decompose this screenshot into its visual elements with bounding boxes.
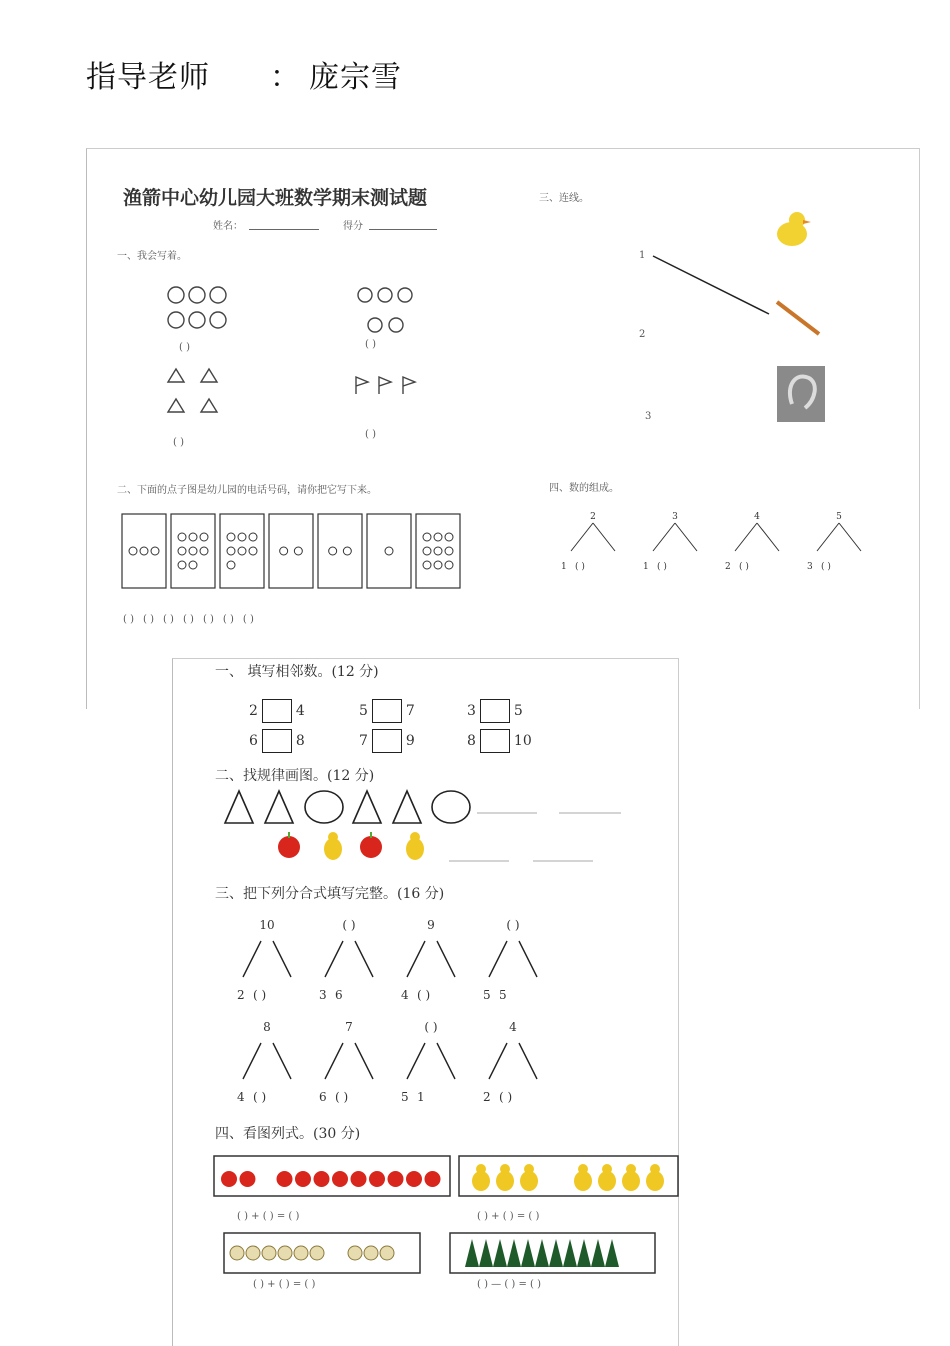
ear-icon [777, 366, 825, 422]
split-trees [213, 911, 573, 1111]
phone-answer-paren: ( ) [222, 614, 234, 625]
adjacent-item [467, 729, 532, 753]
svg-text:3: 3 [672, 512, 678, 522]
svg-text:6: 6 [335, 988, 343, 1002]
adjacent-right: 7 [405, 703, 415, 719]
svg-text:4: 4 [754, 512, 760, 522]
phone-answer-paren: ( ) [162, 614, 174, 625]
svg-text:2: 2 [483, 1090, 491, 1104]
svg-text:( ): ( ) [417, 988, 431, 1002]
triangle-shape [353, 791, 381, 823]
match-number-3: 3 [645, 411, 652, 422]
adjacent-right: 4 [295, 703, 305, 719]
adjacent-item [249, 729, 305, 753]
svg-text:( ): ( ) [335, 1090, 349, 1104]
apple-icon [369, 1171, 385, 1187]
adjacent-right: 9 [405, 733, 415, 749]
pear-icon [406, 832, 424, 860]
match-number-1: 1 [639, 250, 646, 261]
svg-text:( ): ( ) [657, 562, 667, 572]
match-line [653, 256, 769, 314]
answer-box[interactable] [480, 729, 510, 753]
svg-text:2: 2 [725, 562, 731, 572]
flower-icon [230, 1246, 244, 1260]
phone-dot-boxes [121, 513, 471, 593]
svg-text:( ): ( ) [424, 1020, 438, 1034]
triangle-shape [225, 791, 253, 823]
p2-section-3: 三、把下列分合式填写完整。(16 分) [215, 886, 445, 902]
phone-dot-box [220, 514, 264, 588]
answer-box[interactable] [262, 729, 292, 753]
composition-tree [561, 512, 615, 572]
apple-icon [388, 1171, 404, 1187]
phone-dot-box [416, 514, 460, 588]
apple-icon [221, 1171, 237, 1187]
composition-trees [557, 507, 897, 577]
apple-icon [240, 1171, 256, 1187]
svg-text:7: 7 [345, 1020, 353, 1034]
tree-icon [507, 1239, 521, 1267]
tree-icon [535, 1239, 549, 1267]
score-label: 得分 [343, 221, 363, 232]
svg-text:( ): ( ) [342, 918, 356, 932]
name-label: 姓名： [213, 221, 243, 232]
svg-text:( ): ( ) [575, 562, 585, 572]
svg-text:3: 3 [807, 562, 813, 572]
tree-icon [465, 1239, 479, 1267]
phone-answer-paren: ( ) [142, 614, 154, 625]
triangle-shape [265, 791, 293, 823]
test-title: 渔箭中心幼儿园大班数学期末测试题 [123, 187, 428, 209]
apple-icon [425, 1171, 441, 1187]
svg-text:4: 4 [237, 1090, 245, 1104]
svg-text:1: 1 [643, 562, 649, 572]
p2-section-1: 一、 填写相邻数。(12 分) [215, 664, 379, 680]
tree-icon [549, 1239, 563, 1267]
split-tree [401, 918, 455, 1002]
adjacent-right: 8 [295, 733, 305, 749]
apple-icon [295, 1171, 311, 1187]
svg-text:1: 1 [561, 562, 567, 572]
phone-answer-paren: ( ) [242, 614, 254, 625]
section-2-heading: 二、下面的点子图是幼儿园的电话号码，请你把它写下来。 [117, 485, 377, 496]
adjacent-item [359, 729, 415, 753]
split-tree [401, 1020, 455, 1104]
composition-tree [725, 512, 779, 572]
pattern-area [221, 785, 641, 867]
test-page-2 [172, 658, 679, 1346]
tree-icon [521, 1239, 535, 1267]
flower-icon [364, 1246, 378, 1260]
pears-row [472, 1164, 664, 1191]
test-page-1 [86, 148, 920, 709]
section-3-heading: 三、连线。 [539, 193, 589, 204]
flower-icon [348, 1246, 362, 1260]
answer-box[interactable] [372, 699, 402, 723]
teacher-colon: ： [270, 60, 301, 95]
phone-dot-box [171, 514, 215, 588]
phone-dot-box [367, 514, 411, 588]
apples-row [221, 1171, 441, 1187]
equation-apples: ( ) + ( ) = ( ) [237, 1211, 300, 1222]
phone-dot-box [122, 514, 166, 588]
composition-tree [807, 512, 861, 572]
svg-text:2: 2 [590, 512, 596, 522]
answer-box[interactable] [372, 729, 402, 753]
match-number-2: 2 [639, 329, 646, 340]
pear-icon [324, 832, 342, 860]
split-tree [483, 1020, 537, 1104]
svg-text:3: 3 [319, 988, 327, 1002]
tree-icon [493, 1239, 507, 1267]
equation-trees: ( ) — ( ) = ( ) [477, 1279, 542, 1290]
adjacent-right: 10 [513, 733, 532, 749]
pencil-icon [777, 302, 819, 334]
trees-row [465, 1239, 619, 1267]
svg-text:( ): ( ) [253, 1090, 267, 1104]
svg-text:( ): ( ) [821, 562, 831, 572]
phone-answer-parens [123, 614, 453, 625]
split-tree [319, 1020, 373, 1104]
phone-dot-box [318, 514, 362, 588]
split-tree [319, 918, 373, 1002]
adjacent-right: 5 [513, 703, 523, 719]
apple-icon [360, 832, 382, 858]
flower-icon [262, 1246, 276, 1260]
svg-text:1: 1 [417, 1090, 425, 1104]
adjacent-left: 6 [249, 733, 258, 749]
svg-text:5: 5 [401, 1090, 409, 1104]
svg-text:( ): ( ) [253, 988, 267, 1002]
p2-section-2: 二、找规律画图。(12 分) [215, 768, 375, 784]
section-4-heading: 四、数的组成。 [549, 483, 619, 494]
flower-icon [278, 1246, 292, 1260]
composition-tree [643, 512, 697, 572]
paren-circles: ( ) [365, 339, 376, 350]
p2-section-4: 四、看图列式。(30 分) [215, 1126, 361, 1142]
apple-icon [314, 1171, 330, 1187]
svg-text:4: 4 [401, 988, 409, 1002]
apple-icon [277, 1171, 293, 1187]
flower-icon [294, 1246, 308, 1260]
adjacent-left: 2 [249, 703, 258, 719]
tree-icon [577, 1239, 591, 1267]
svg-text:8: 8 [263, 1020, 271, 1034]
paren-apples: ( ) [179, 342, 190, 353]
svg-text:5: 5 [483, 988, 491, 1002]
paren-flags: ( ) [365, 429, 376, 440]
matching-area [647, 204, 837, 434]
adjacent-left: 5 [359, 703, 368, 719]
circle-shape [305, 791, 343, 823]
svg-text:( ): ( ) [739, 562, 749, 572]
flowers-row [230, 1246, 394, 1260]
split-tree [483, 918, 537, 1002]
teacher-label: 指导老师 [86, 60, 210, 95]
tree-icon [479, 1239, 493, 1267]
equation-flowers: ( ) + ( ) = ( ) [253, 1279, 316, 1290]
counting-pictures [157, 279, 447, 459]
split-tree [237, 1020, 291, 1104]
flower-icon [310, 1246, 324, 1260]
duck-icon [777, 212, 811, 246]
svg-text:( ): ( ) [499, 1090, 513, 1104]
tree-icon [605, 1239, 619, 1267]
answer-box[interactable] [262, 699, 292, 723]
triangle-shape [393, 791, 421, 823]
svg-text:4: 4 [509, 1020, 517, 1034]
paren-triangles: ( ) [173, 437, 184, 448]
apple-icon [278, 832, 300, 858]
tree-icon [563, 1239, 577, 1267]
svg-text:( ): ( ) [506, 918, 520, 932]
svg-text:6: 6 [319, 1090, 327, 1104]
apple-icon [332, 1171, 348, 1187]
apple-icon [406, 1171, 422, 1187]
tree-icon [591, 1239, 605, 1267]
split-tree [237, 918, 291, 1002]
equation-pears: ( ) + ( ) = ( ) [477, 1211, 540, 1222]
score-blank [369, 229, 437, 230]
flower-icon [246, 1246, 260, 1260]
adjacent-left: 8 [467, 733, 476, 749]
teacher-name: 庞宗雪 [309, 60, 402, 95]
svg-text:10: 10 [259, 918, 275, 932]
adjacent-item [359, 699, 415, 723]
teacher-line [86, 52, 402, 96]
svg-text:9: 9 [427, 918, 435, 932]
phone-dot-box [269, 514, 313, 588]
apple-icon [351, 1171, 367, 1187]
adjacent-item [467, 699, 523, 723]
adjacent-left: 7 [359, 733, 368, 749]
section-1-heading: 一、我会写着。 [117, 251, 187, 262]
circle-shape [432, 791, 470, 823]
adjacent-left: 3 [467, 703, 476, 719]
svg-text:5: 5 [499, 988, 507, 1002]
adjacent-item [249, 699, 305, 723]
answer-box[interactable] [480, 699, 510, 723]
phone-answer-paren: ( ) [182, 614, 194, 625]
flower-icon [380, 1246, 394, 1260]
name-blank [249, 229, 319, 230]
svg-text:5: 5 [836, 512, 842, 522]
phone-answer-paren: ( ) [202, 614, 214, 625]
svg-text:2: 2 [237, 988, 245, 1002]
phone-answer-paren: ( ) [123, 614, 134, 625]
